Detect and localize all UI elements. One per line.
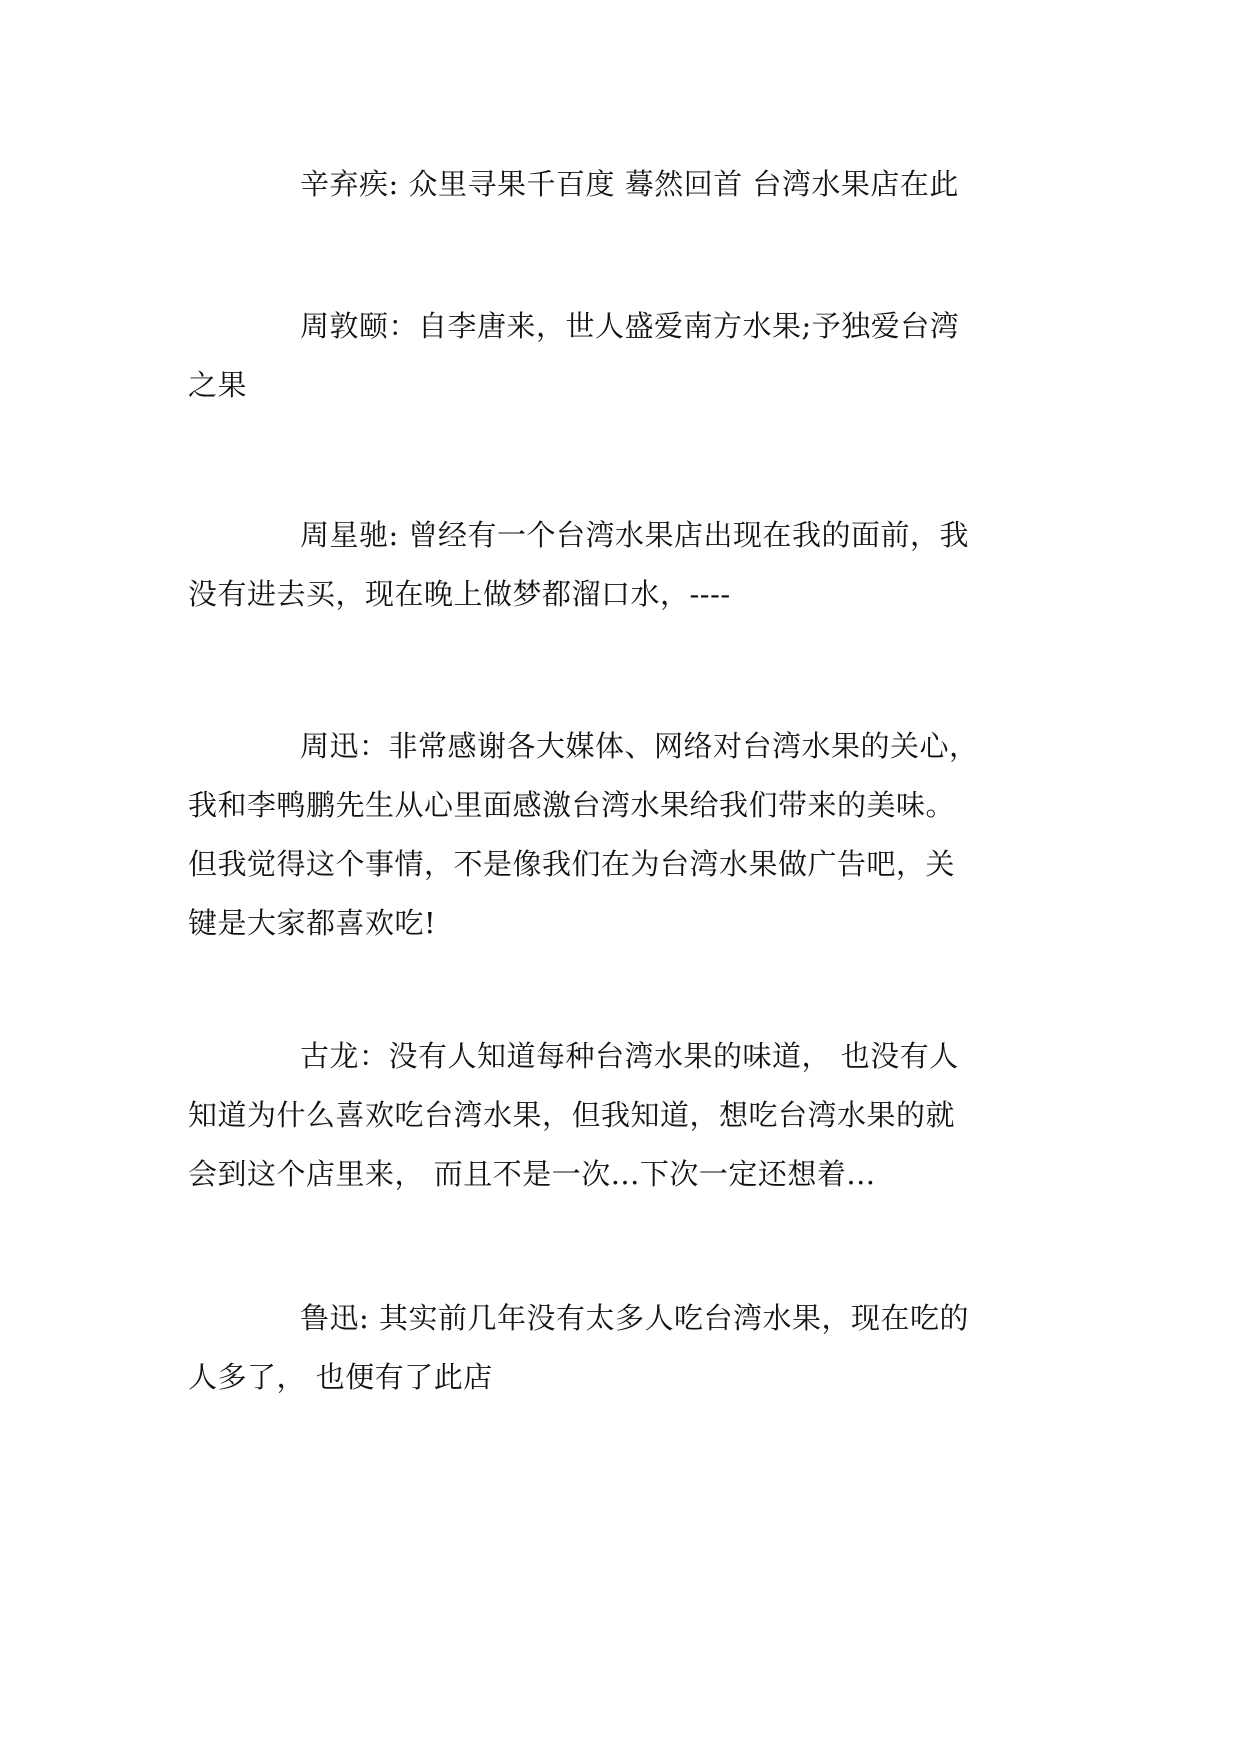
text-line: 没有进去买，现在晚上做梦都溜口水，---- — [188, 577, 731, 611]
quote-paragraph-zhou-xingchi — [188, 506, 1048, 624]
text-line: 会到这个店里来， 而且不是一次...下次一定还想着... — [188, 1157, 876, 1191]
quote-paragraph-gu-long — [188, 1027, 1048, 1204]
text-line: 古龙：没有人知道每种台湾水果的味道， 也没有人 — [300, 1039, 959, 1073]
text-line: 键是大家都喜欢吃! — [188, 906, 437, 940]
text-line: 人多了， 也便有了此店 — [188, 1360, 493, 1394]
quote-paragraph-xin-qiji — [188, 155, 1048, 214]
text-line: 知道为什么喜欢吃台湾水果，但我知道，想吃台湾水果的就 — [188, 1098, 956, 1132]
text-line: 但我觉得这个事情，不是像我们在为台湾水果做广告吧，关 — [188, 847, 956, 881]
quote-paragraph-zhou-dunyi — [188, 297, 1048, 415]
text-line: 周迅：非常感谢各大媒体、网络对台湾水果的关心， — [300, 729, 979, 763]
text-line: 周敦颐：自李唐来，世人盛爱南方水果;予独爱台湾 — [300, 309, 960, 343]
text-line: 鲁迅: 其实前几年没有太多人吃台湾水果，现在吃的 — [300, 1301, 969, 1335]
text-line: 我和李鸭鹏先生从心里面感激台湾水果给我们带来的美味。 — [188, 788, 956, 822]
quote-paragraph-zhou-xun — [188, 717, 1048, 953]
text-line: 周星驰: 曾经有一个台湾水果店出现在我的面前，我 — [300, 518, 969, 552]
text-line: 辛弃疾: 众里寻果千百度 蓦然回首 台湾水果店在此 — [300, 167, 959, 201]
quote-paragraph-lu-xun — [188, 1289, 1048, 1407]
text-line: 之果 — [188, 368, 248, 402]
